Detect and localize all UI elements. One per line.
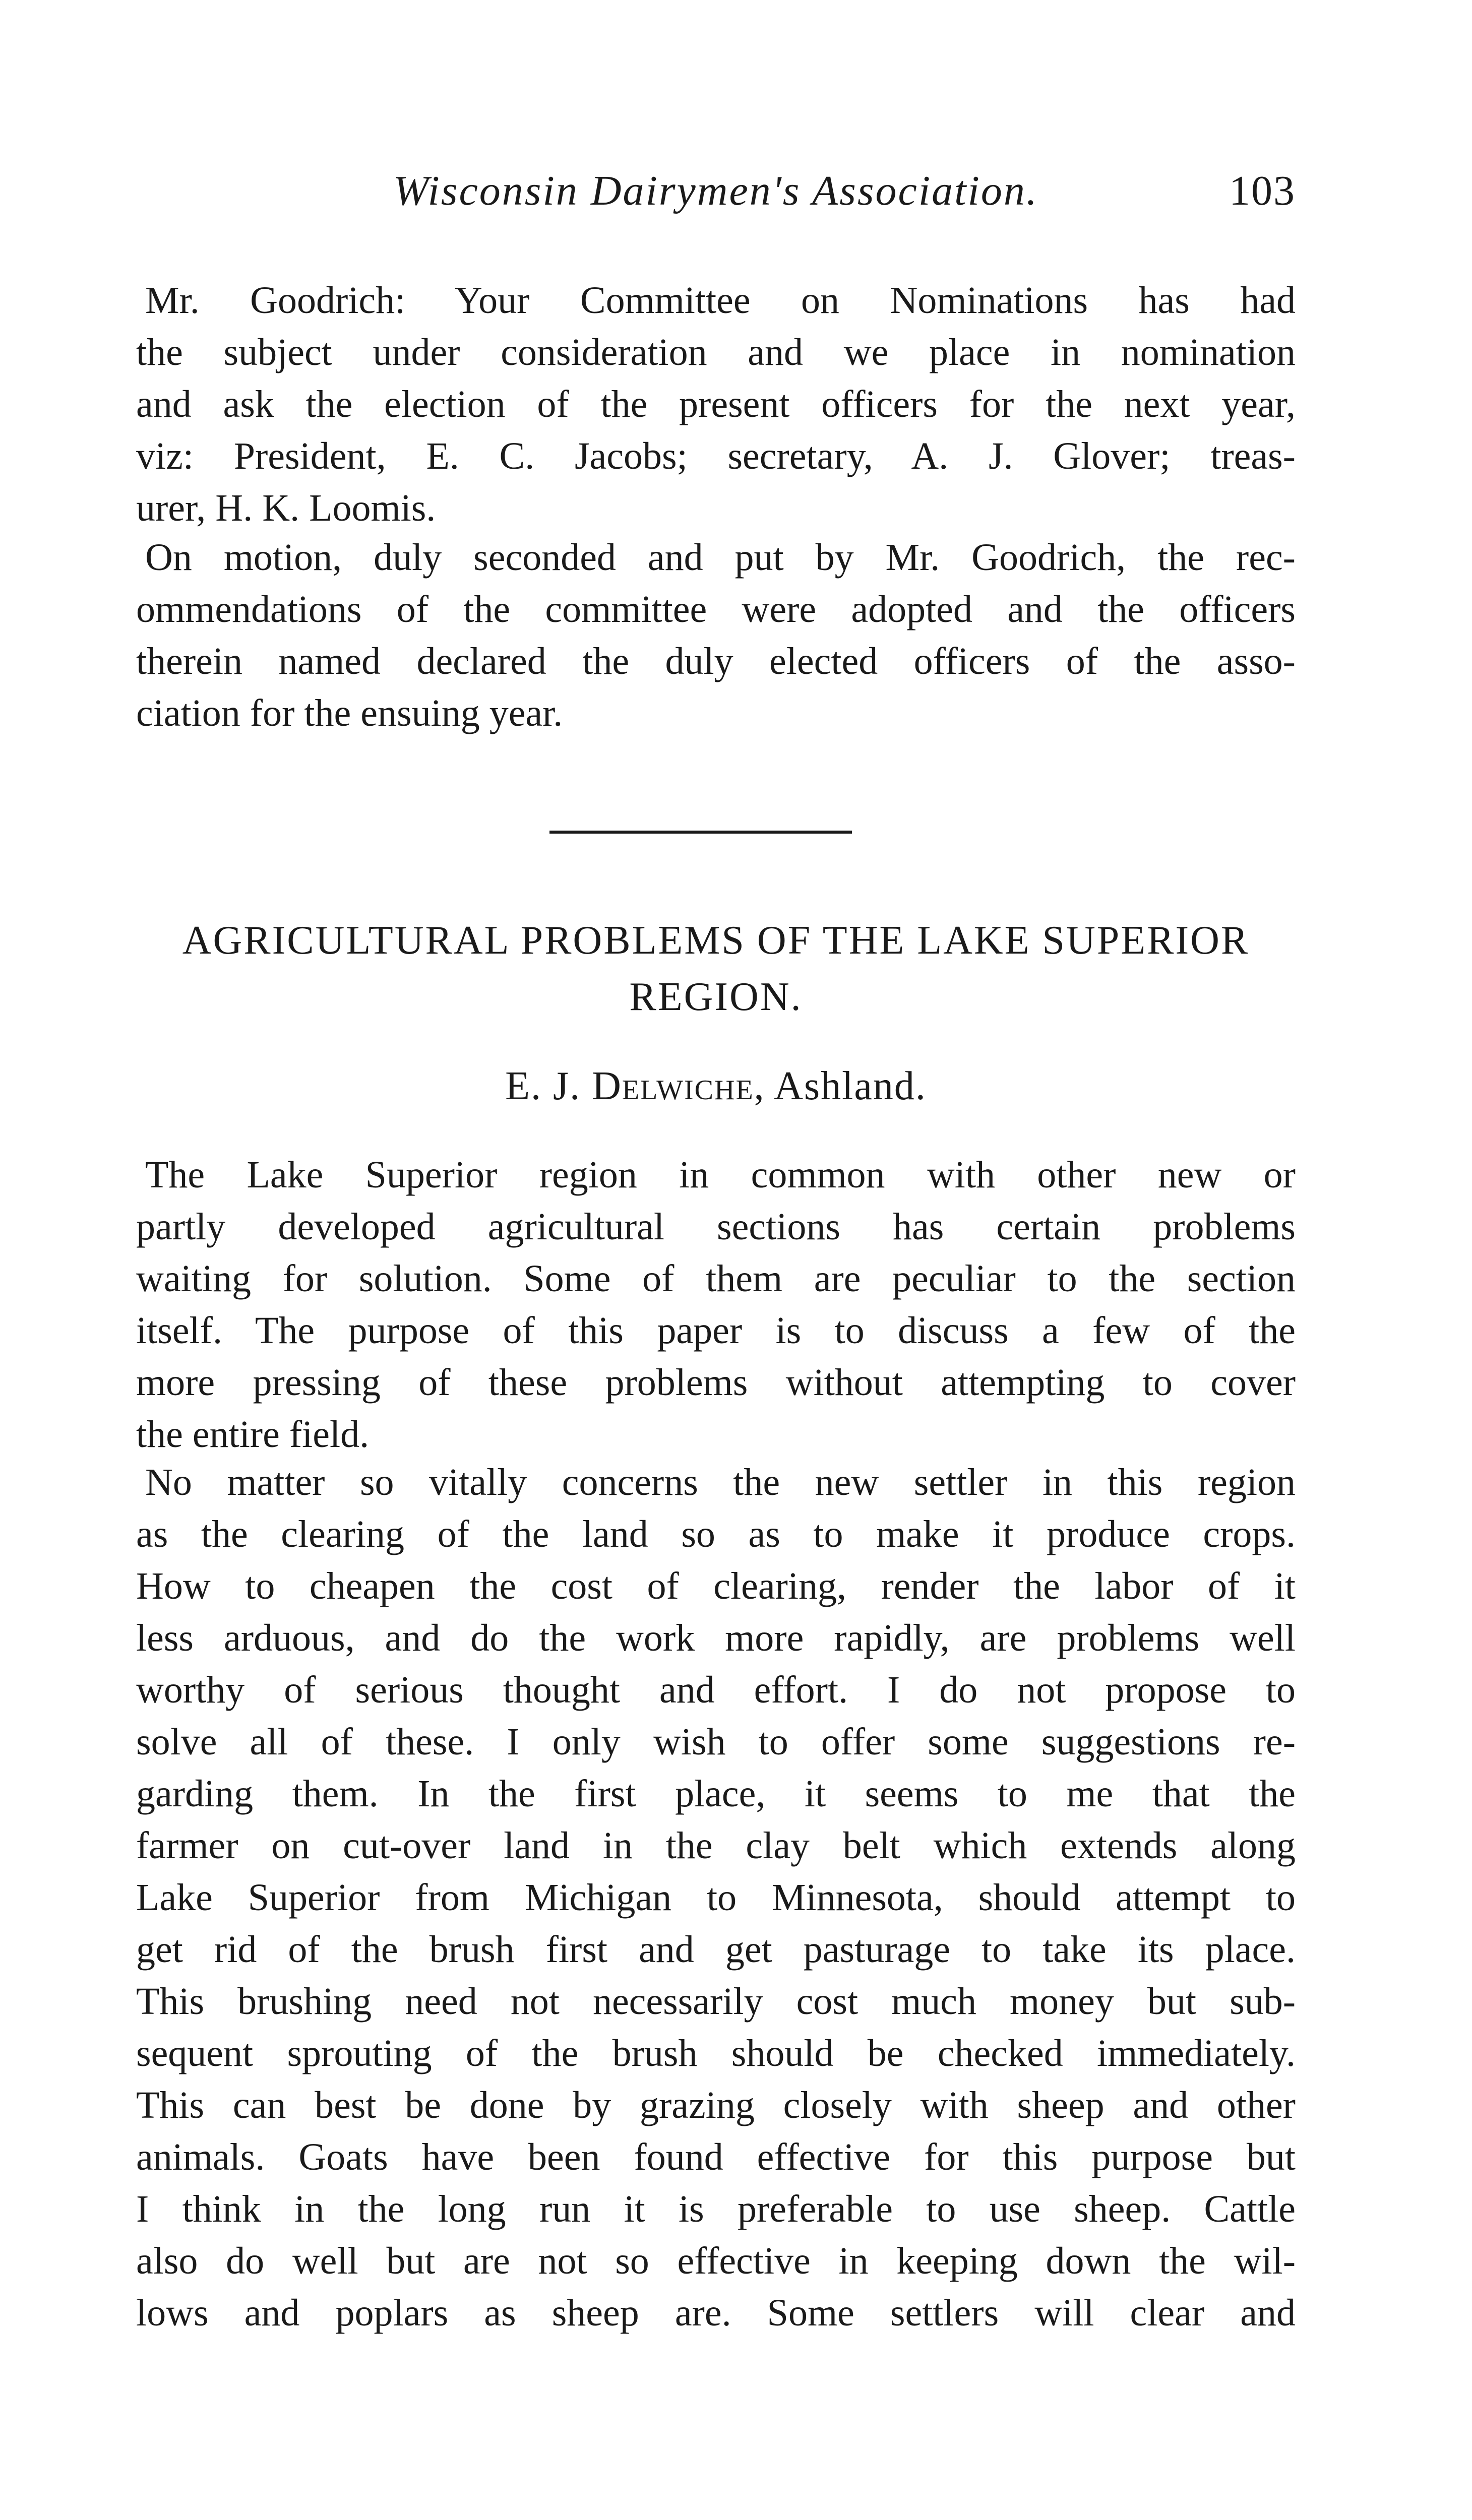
text-line: therein named declared the duly elected officers of the asso- [136,640,1296,682]
committee-report-paragraph [136,275,1296,534]
text-line: lows and poplars as sheep are. Some settlers will clear and [136,2292,1296,2334]
author-place: , Ashland. [754,1064,927,1108]
text-line: also do well but are not so effective in keeping down the wil- [136,2240,1296,2282]
text-line: worthy of serious thought and effort. I do not propose to [136,1669,1296,1711]
text-line: Mr. Goodrich: Your Committee on Nominations has had [145,279,1296,322]
text-line: and ask the election of the present officers for the next year, [136,383,1296,425]
text-line: solve all of these. I only wish to offer some suggestions re- [136,1721,1296,1763]
text-line: the entire field. [136,1413,370,1456]
text-line: itself. The purpose of this paper is to discuss a few of the [136,1309,1296,1352]
text-line: less arduous, and do the work more rapidly, are problems well [136,1617,1296,1659]
text-line: Lake Superior from Michigan to Minnesota, should attempt to [136,1876,1296,1919]
body-paragraph-2 [136,1457,1296,2339]
text-line: sequent sprouting of the brush should be checked immediately. [136,2032,1296,2074]
text-line: This can best be done by grazing closely with sheep and other [136,2084,1296,2126]
running-title: Wisconsin Dairymen's Association. [393,167,1038,214]
page-number: 103 [1229,167,1296,214]
section-divider [549,831,852,834]
motion-paragraph [136,532,1296,739]
text-line: ommendations of the committee were adopted and the officers [136,588,1296,631]
text-line: waiting for solution. Some of them are peculiar to the section [136,1257,1296,1300]
text-line: viz: President, E. C. Jacobs; secretary, A. J. Glover; treas- [136,435,1296,477]
text-line: garding them. In the first place, it seems to me that the [136,1773,1296,1815]
article-author [136,1063,1296,1109]
text-line: farmer on cut-over land in the clay belt which extends along [136,1824,1296,1867]
text-line: The Lake Superior region in common with other new or [145,1154,1296,1196]
text-line: On motion, duly seconded and put by Mr. Goodrich, the rec- [145,536,1296,579]
article-title-line-2: REGION. [629,975,803,1019]
article-title-line-1: AGRICULTURAL PROBLEMS OF THE LAKE SUPERIOR [182,918,1250,963]
text-line: This brushing need not necessarily cost much money but sub- [136,1980,1296,2023]
text-line: more pressing of these problems without attempting to cover [136,1361,1296,1404]
text-line: ciation for the ensuing year. [136,692,563,734]
text-line: partly developed agricultural sections has certain problems [136,1206,1296,1248]
text-line: urer, H. K. Loomis. [136,487,436,529]
article-title [136,912,1296,1025]
running-header [136,166,1296,222]
text-line: as the clearing of the land so as to make it produce crops. [136,1513,1296,1555]
text-line: animals. Goats have been found effective for this purpose but [136,2136,1296,2178]
text-line: get rid of the brush first and get pasturage to take its place. [136,1928,1296,1971]
body-paragraph-1 [136,1149,1296,1461]
text-line: How to cheapen the cost of clearing, render the labor of it [136,1565,1296,1607]
author-name: E. J. Delwiche [505,1064,754,1108]
text-line: I think in the long run it is preferable to use sheep. Cattle [136,2188,1296,2230]
text-line: the subject under consideration and we place in nomination [136,331,1296,373]
text-line: No matter so vitally concerns the new settler in this region [145,1461,1296,1503]
